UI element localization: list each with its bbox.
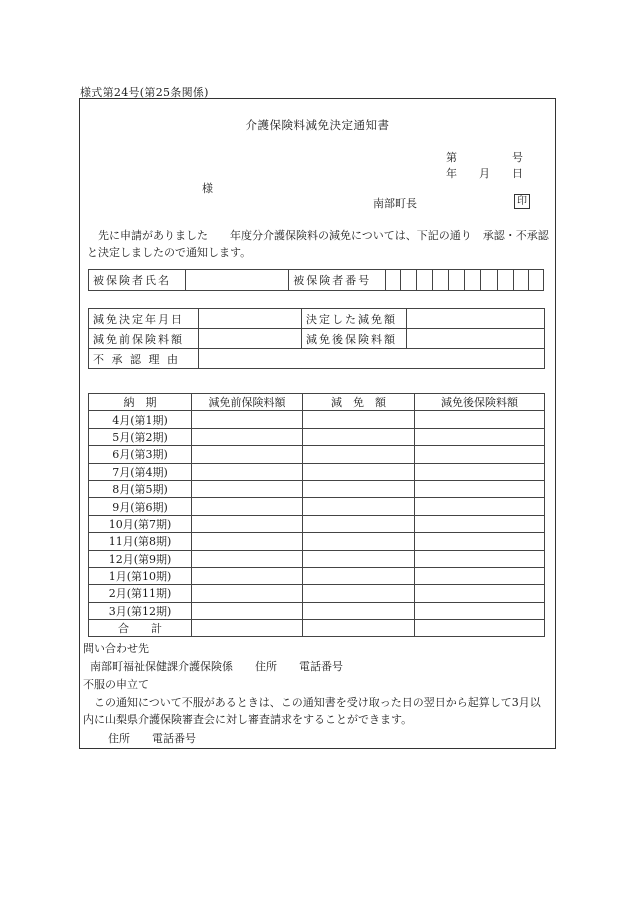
form-number-label: 様式第24号(第25条関係)	[80, 86, 209, 99]
total-before-amount-cell[interactable]	[192, 620, 303, 637]
seal-mark: 印	[514, 194, 530, 209]
rejection-reason-cell[interactable]	[199, 349, 545, 369]
schedule-row	[89, 463, 545, 480]
header-after-amount: 減免後保険料額	[415, 394, 545, 411]
schedule-row	[89, 515, 545, 532]
after-amount-cell[interactable]	[415, 411, 545, 428]
schedule-row	[89, 411, 545, 428]
schedule-header-row	[89, 394, 545, 411]
before-amount-cell[interactable]	[192, 446, 303, 463]
after-amount-cell[interactable]	[407, 329, 545, 349]
issue-date: 年 月 日	[446, 167, 523, 180]
insured-number-digit[interactable]	[528, 270, 543, 291]
before-amount-label: 減免前保険料額	[89, 329, 199, 349]
reduction-amount-cell[interactable]	[303, 550, 415, 567]
after-amount-cell[interactable]	[415, 428, 545, 445]
schedule-row	[89, 567, 545, 584]
reduction-amount-cell[interactable]	[303, 428, 415, 445]
before-amount-cell[interactable]	[192, 533, 303, 550]
appeal-contact: 住所 電話番号	[108, 732, 196, 745]
insured-number-digit[interactable]	[401, 270, 417, 291]
schedule-row	[89, 550, 545, 567]
insured-number-digit[interactable]	[513, 270, 528, 291]
before-amount-cell[interactable]	[192, 480, 303, 497]
header-reduction-amount: 減 免 額	[303, 394, 415, 411]
insured-number-digit[interactable]	[449, 270, 465, 291]
before-amount-cell[interactable]	[192, 567, 303, 584]
schedule-total-row	[89, 620, 545, 637]
header-before-amount: 減免前保険料額	[192, 394, 303, 411]
reduction-amount-cell[interactable]	[303, 480, 415, 497]
schedule-row	[89, 602, 545, 619]
inquiry-line: 南部町福祉保健課介護保険係 住所 電話番号	[90, 660, 343, 673]
period-label: 10月(第7期)	[89, 515, 192, 532]
before-amount-cell[interactable]	[199, 329, 302, 349]
schedule-row	[89, 446, 545, 463]
period-label: 12月(第9期)	[89, 550, 192, 567]
insured-number-label: 被保険者番号	[289, 270, 386, 291]
document-title: 介護保険料減免決定通知書	[245, 118, 390, 132]
decision-row	[89, 329, 545, 349]
schedule-row	[89, 480, 545, 497]
reduction-amount-cell[interactable]	[303, 602, 415, 619]
after-amount-cell[interactable]	[415, 498, 545, 515]
payment-schedule-table	[88, 393, 545, 637]
after-amount-cell[interactable]	[415, 567, 545, 584]
reduction-amount-cell[interactable]	[303, 533, 415, 550]
insured-number-digit[interactable]	[465, 270, 481, 291]
decision-date-label: 減免決定年月日	[89, 309, 199, 329]
period-label: 4月(第1期)	[89, 411, 192, 428]
schedule-row	[89, 498, 545, 515]
insured-row	[89, 270, 544, 291]
schedule-row	[89, 533, 545, 550]
before-amount-cell[interactable]	[192, 585, 303, 602]
before-amount-cell[interactable]	[192, 498, 303, 515]
period-label: 11月(第8期)	[89, 533, 192, 550]
after-amount-cell[interactable]	[415, 480, 545, 497]
insured-number-digit[interactable]	[497, 270, 513, 291]
insured-name-label: 被保険者氏名	[89, 270, 186, 291]
period-label: 5月(第2期)	[89, 428, 192, 445]
rejection-reason-label: 不 承 認 理 由	[89, 349, 199, 369]
decided-amount-label: 決定した減免額	[302, 309, 407, 329]
period-label: 7月(第4期)	[89, 463, 192, 480]
appeal-text: この通知について不服があるときは、この通知書を受け取った日の翌日から起算して3月以内に山梨県介護保険審査会に対し審査請求をすることができます。	[83, 696, 541, 726]
insured-number-digit[interactable]	[417, 270, 433, 291]
period-label: 3月(第12期)	[89, 602, 192, 619]
total-after-amount-cell[interactable]	[415, 620, 545, 637]
period-label: 2月(第11期)	[89, 585, 192, 602]
after-amount-cell[interactable]	[415, 533, 545, 550]
before-amount-cell[interactable]	[192, 411, 303, 428]
after-amount-cell[interactable]	[415, 585, 545, 602]
reduction-amount-cell[interactable]	[303, 585, 415, 602]
reduction-amount-cell[interactable]	[303, 567, 415, 584]
after-amount-cell[interactable]	[415, 515, 545, 532]
intro-paragraph: 先に申請がありました 年度分介護保険料の減免については、下記の通り 承認・不承認 と決定しましたので通知します。	[87, 229, 560, 259]
total-label: 合 計	[89, 620, 192, 637]
decision-date-cell[interactable]	[199, 309, 302, 329]
reduction-amount-cell[interactable]	[303, 498, 415, 515]
schedule-row	[89, 428, 545, 445]
reduction-amount-cell[interactable]	[303, 463, 415, 480]
period-label: 9月(第6期)	[89, 498, 192, 515]
before-amount-cell[interactable]	[192, 602, 303, 619]
reduction-amount-cell[interactable]	[303, 411, 415, 428]
insured-number-digit[interactable]	[385, 270, 400, 291]
decision-table	[88, 308, 545, 369]
after-amount-cell[interactable]	[415, 446, 545, 463]
period-label: 6月(第3期)	[89, 446, 192, 463]
recipient-suffix: 様	[202, 182, 213, 195]
document-number: 第 号	[446, 151, 523, 164]
insured-number-digit[interactable]	[481, 270, 497, 291]
period-label: 1月(第10期)	[89, 567, 192, 584]
insured-table	[88, 269, 544, 291]
schedule-row	[89, 585, 545, 602]
decided-amount-cell[interactable]	[407, 309, 545, 329]
notice-frame	[79, 98, 560, 749]
sender-name: 南部町長	[373, 197, 417, 210]
total-reduction-amount-cell[interactable]	[303, 620, 415, 637]
header-period: 納 期	[89, 394, 192, 411]
after-amount-cell[interactable]	[415, 550, 545, 567]
appeal-heading: 不服の申立て	[83, 678, 149, 691]
after-amount-cell[interactable]	[415, 463, 545, 480]
insured-name-cell[interactable]	[185, 270, 289, 291]
inquiry-heading: 問い合わせ先	[83, 642, 149, 655]
decision-row	[89, 309, 545, 329]
before-amount-cell[interactable]	[192, 428, 303, 445]
decision-row	[89, 349, 545, 369]
reduction-amount-cell[interactable]	[303, 515, 415, 532]
before-amount-cell[interactable]	[192, 463, 303, 480]
before-amount-cell[interactable]	[192, 550, 303, 567]
after-amount-label: 減免後保険料額	[302, 329, 407, 349]
before-amount-cell[interactable]	[192, 515, 303, 532]
insured-number-digit[interactable]	[433, 270, 449, 291]
period-label: 8月(第5期)	[89, 480, 192, 497]
reduction-amount-cell[interactable]	[303, 446, 415, 463]
after-amount-cell[interactable]	[415, 602, 545, 619]
